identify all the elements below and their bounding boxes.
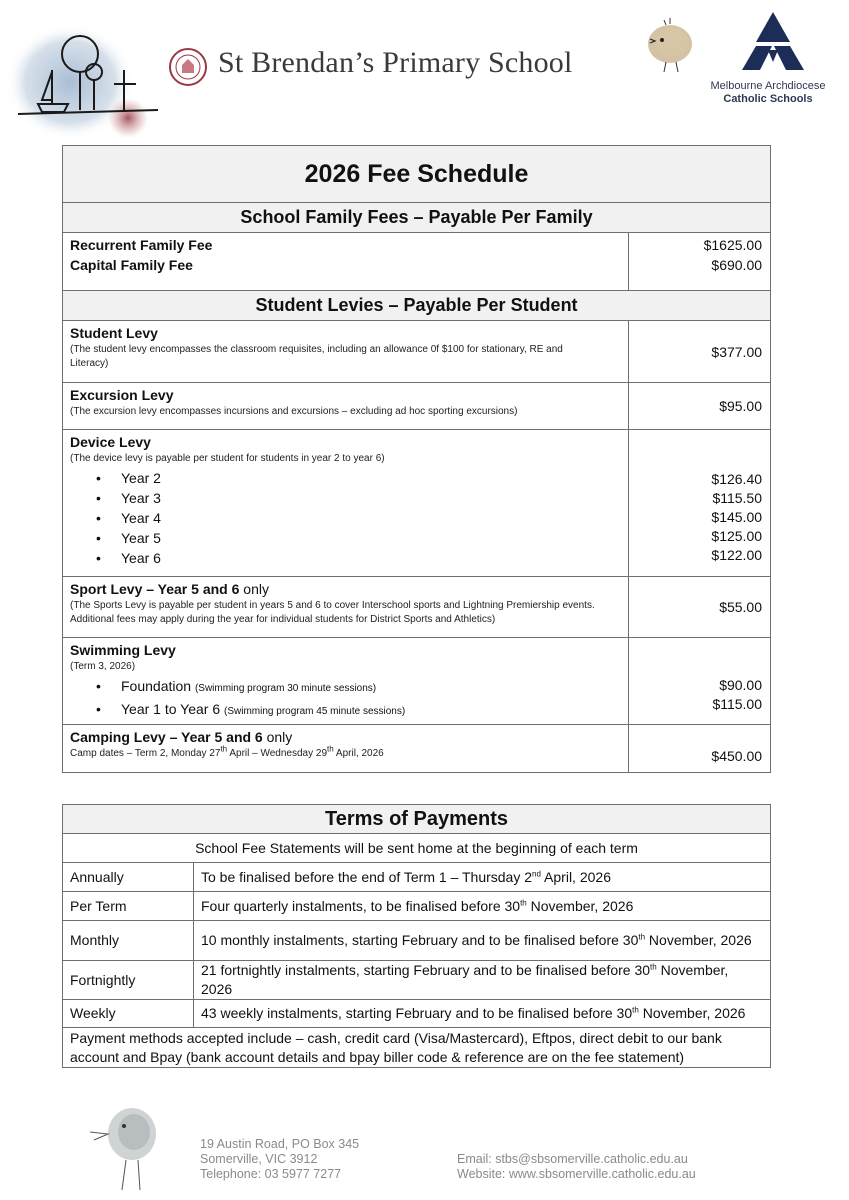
archdiocese-label — [700, 80, 836, 106]
student-levy-label: Student Levy — [70, 325, 158, 341]
fee-schedule-title: 2026 Fee Schedule — [63, 146, 771, 203]
terms-detail: 21 fortnightly instalments, starting February and to be finalised before 30th November, 2026 — [194, 961, 771, 1000]
terms-detail: To be finalised before the end of Term 1 – Thursday 2nd April, 2026 — [194, 863, 771, 892]
excursion-levy-label: Excursion Levy — [70, 387, 174, 403]
swim-year1-6: • Year 1 to Year 6 (Swimming program 45 minute sessions) — [96, 699, 628, 722]
swim-year1-6-amount: $115.00 — [712, 696, 763, 712]
device-year-3: • Year 3 — [96, 488, 628, 508]
capital-fee-amount: $690.00 — [711, 257, 763, 273]
swimming-levy-note: (Term 3, 2026) — [70, 661, 136, 672]
address-line2: Somerville, VIC 3912 — [200, 1152, 318, 1166]
terms-period: Per Term — [63, 892, 194, 921]
device-levy-label: Device Levy — [70, 434, 151, 450]
address-line1: 19 Austin Road, PO Box 345 — [200, 1137, 360, 1151]
email-link[interactable]: Email: stbs@sbsomerville.catholic.edu.au — [457, 1152, 688, 1166]
recurrent-fee-label: Recurrent Family Fee — [70, 237, 213, 253]
bird-illustration-icon — [640, 12, 700, 74]
camping-levy-label: Camping Levy – Year 5 and 6 — [70, 729, 263, 745]
sport-levy-note: (The Sports Levy is payable per student in years 5 and 6 to cover Interschool sports and Lightning Premiership events. Additional fees may apply during the year for individual students for District Sports and Athletics) — [70, 600, 595, 625]
sport-levy-suffix: only — [243, 581, 269, 597]
swim-foundation: • Foundation (Swimming program 30 minute sessions) — [96, 676, 628, 699]
terms-detail: Four quarterly instalments, to be finalised before 30th November, 2026 — [194, 892, 771, 921]
excursion-levy-note: (The excursion levy encompasses incursions and excursions – excluding ad hoc sporting excursions) — [70, 406, 518, 417]
terms-subtitle: School Fee Statements will be sent home at the beginning of each term — [63, 834, 771, 863]
archdiocese-line1: Melbourne Archdiocese — [710, 80, 826, 92]
macs-logo-icon — [738, 10, 808, 72]
camping-levy-amount: $450.00 — [629, 725, 771, 773]
student-levy-amount: $377.00 — [629, 321, 771, 383]
device-year-4-amount: $145.00 — [711, 509, 763, 525]
terms-row — [63, 863, 771, 892]
family-fees-heading: School Family Fees – Payable Per Family — [63, 203, 771, 233]
device-levy-row — [63, 430, 771, 577]
swim-foundation-amount: $90.00 — [719, 677, 763, 693]
fee-schedule-table — [62, 145, 771, 773]
telephone: Telephone: 03 5977 7277 — [200, 1167, 342, 1181]
footer-bird-icon — [86, 1100, 166, 1192]
device-year-4: • Year 4 — [96, 508, 628, 528]
payment-methods: Payment methods accepted include – cash, credit card (Visa/Mastercard), Eftpos, direct debit to our bank account and Bpay (bank account details and bpay biller code & reference are on the fee statement) — [63, 1028, 771, 1068]
school-logo — [8, 10, 168, 140]
camping-levy-note: Camp dates – Term 2, Monday 27th April – Wednesday 29th April, 2026 — [70, 744, 384, 759]
student-levies-heading: Student Levies – Payable Per Student — [63, 291, 771, 321]
archdiocese-line2: Catholic Schools — [723, 93, 813, 105]
terms-row — [63, 1000, 771, 1028]
terms-row — [63, 961, 771, 1000]
school-name: St Brendan’s Primary School — [218, 46, 573, 79]
terms-row — [63, 921, 771, 961]
excursion-levy-row — [63, 383, 771, 430]
school-crest-icon — [168, 47, 208, 87]
terms-period: Weekly — [63, 1000, 194, 1028]
terms-period: Annually — [63, 863, 194, 892]
device-year-2: • Year 2 — [96, 468, 628, 488]
device-year-6: • Year 6 — [96, 548, 628, 568]
terms-period: Monthly — [63, 921, 194, 961]
terms-title: Terms of Payments — [63, 805, 771, 834]
sport-levy-label: Sport Levy – Year 5 and 6 — [70, 581, 240, 597]
excursion-levy-amount: $95.00 — [629, 383, 771, 430]
device-year-5: • Year 5 — [96, 528, 628, 548]
student-levy-note: (The student levy encompasses the classroom requisites, including an allowance 0f $100 for stationary, RE and Literacy) — [70, 344, 563, 369]
sport-levy-amount: $55.00 — [629, 577, 771, 638]
terms-detail: 10 monthly instalments, starting February and to be finalised before 30th November, 2026 — [194, 921, 771, 961]
terms-period: Fortnightly — [63, 961, 194, 1000]
device-year-2-amount: $126.40 — [711, 471, 763, 487]
footer-address — [200, 1137, 359, 1182]
device-year-5-amount: $125.00 — [711, 528, 763, 544]
camping-levy-suffix: only — [266, 729, 293, 745]
family-fees-row — [63, 233, 771, 291]
footer-contact — [457, 1152, 696, 1182]
swimming-levy-label: Swimming Levy — [70, 642, 176, 658]
capital-fee-label: Capital Family Fee — [70, 257, 193, 273]
sport-levy-row — [63, 577, 771, 638]
terms-table — [62, 804, 771, 1068]
device-year-6-amount: $122.00 — [711, 547, 763, 563]
terms-detail: 43 weekly instalments, starting February and to be finalised before 30th November, 2026 — [194, 1000, 771, 1028]
swimming-levy-row — [63, 638, 771, 725]
terms-row — [63, 892, 771, 921]
device-levy-note: (The device levy is payable per student for students in year 2 to year 6) — [70, 453, 385, 464]
device-year-3-amount: $115.50 — [712, 490, 763, 506]
recurrent-fee-amount: $1625.00 — [703, 237, 763, 253]
camping-levy-row — [63, 725, 771, 773]
website-link[interactable]: Website: www.sbsomerville.catholic.edu.au — [457, 1167, 696, 1181]
student-levy-row — [63, 321, 771, 383]
